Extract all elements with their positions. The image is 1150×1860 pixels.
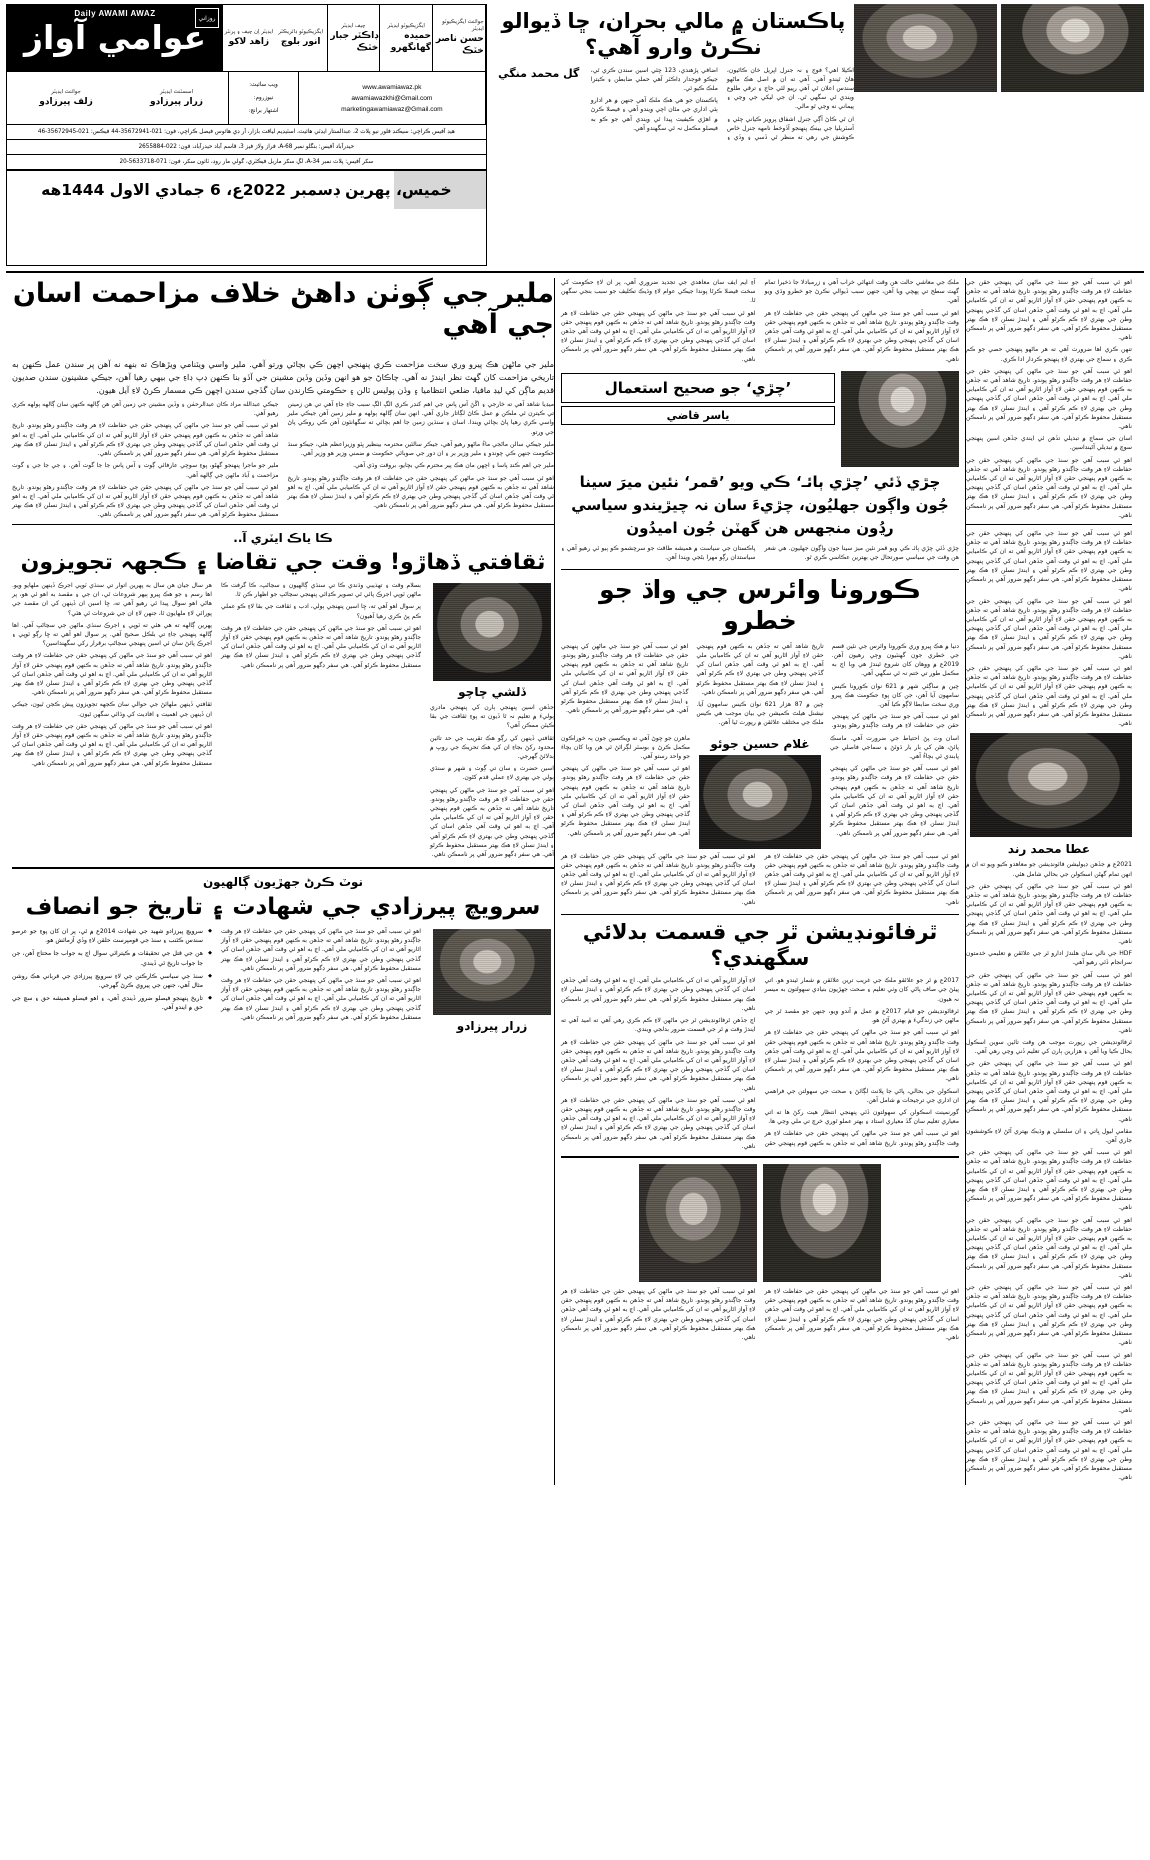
culture-filler-3: اهو ئي سبب آهي جو سنڌ جي ماڻهن کي پنهنجي حقن جي حفاظت لاءِ هر وقت جاڳندو رهڻو پوندو. تاريخ شاهد آهي ته جڏهن به ڪنهن قوم پنهنجي حقن لاءِ آواز اٿاريو آهي ته ان کي ڪاميابي ملي آهي. اڄ به اهو ئي وقت آهي جڏهن اسان کي گڏجي پنهنجي وطن جي بهتري لاءِ ڪم ڪرڻو آهي ۽ ايندڙ نسلن لاءِ هڪ بهتر مستقبل محفوظ ڪرڻو آهي. هي سفر ڊگهو ضرور آهي پر ناممڪن ناهي. (221, 624, 421, 669)
left-filler-12: اهو ئي سبب آهي جو سنڌ جي ماڻهن کي پنهنجي حقن جي حفاظت لاءِ هر وقت جاڳندو رهڻو پوندو. تاريخ شاهد آهي ته جڏهن به ڪنهن قوم پنهنجي حقن لاءِ آواز اٿاريو آهي ته ان کي ڪاميابي ملي آهي. اڄ به اهو ئي وقت آهي جڏهن اسان کي گڏجي پنهنجي وطن جي بهتري لاءِ ڪم ڪرڻو آهي ۽ ايندڙ نسلن لاءِ هڪ بهتر مستقبل محفوظ ڪرڻو آهي. هي سفر ڊگهو ضرور آهي پر ناممڪن ناهي. (966, 1284, 1132, 1347)
corona-col-right (830, 734, 959, 841)
thar-filler-3: اهو ئي سبب آهي جو سنڌ جي ماڻهن کي پنهنجي حقن جي حفاظت لاءِ هر وقت جاڳندو رهڻو پوندو. تاريخ شاهد آهي ته جڏهن به ڪنهن قوم پنهنجي حقن لاءِ آواز اٿاريو آهي ته ان کي ڪاميابي ملي آهي. اڄ به اهو ئي وقت آهي جڏهن اسان کي گڏجي پنهنجي وطن جي بهتري لاءِ ڪم ڪرڻو آهي ۽ ايندڙ نسلن لاءِ هڪ بهتر مستقبل محفوظ ڪرڻو آهي. هي سفر ڊگهو ضرور آهي پر ناممڪن ناهي. (561, 1038, 756, 1092)
lead-filler-3: اهو ئي سبب آهي جو سنڌ جي ماڻهن کي پنهنجي حقن جي حفاظت لاءِ هر وقت جاڳندو رهڻو پوندو. تاريخ شاهد آهي ته جڏهن به ڪنهن قوم پنهنجي حقن لاءِ آواز اٿاريو آهي ته ان کي ڪاميابي ملي آهي. اڄ به اهو ئي وقت آهي جڏهن اسان کي گڏجي پنهنجي وطن جي بهتري لاءِ ڪم ڪرڻو آهي ۽ ايندڙ نسلن لاءِ هڪ بهتر مستقبل محفوظ ڪرڻو آهي. هي سفر ڊگهو ضرور آهي پر ناممڪن ناهي. (12, 483, 279, 519)
top-strip (6, 4, 1144, 266)
left-filler-7: اهو ئي سبب آهي جو سنڌ جي ماڻهن کي پنهنجي حقن جي حفاظت لاءِ هر وقت جاڳندو رهڻو پوندو. تاريخ شاهد آهي ته جڏهن به ڪنهن قوم پنهنجي حقن لاءِ آواز اٿاريو آهي ته ان کي ڪاميابي ملي آهي. اڄ به اهو ئي وقت آهي جڏهن اسان کي گڏجي پنهنجي وطن جي بهتري لاءِ ڪم ڪرڻو آهي ۽ ايندڙ نسلن لاءِ هڪ بهتر مستقبل محفوظ ڪرڻو آهي. هي سفر ڊگهو ضرور آهي پر ناممڪن ناهي. (966, 882, 1132, 945)
culture-headline: ثقافتي ڏهاڙو! وقت جي تقاضا ۽ ڪجهہ تجويزون (20, 549, 546, 575)
finance-continued (561, 278, 959, 367)
lead-filler-1: اهو ئي سبب آهي جو سنڌ جي ماڻهن کي پنهنجي حقن جي حفاظت لاءِ هر وقت جاڳندو رهڻو پوندو. تاريخ شاهد آهي ته جڏهن به ڪنهن قوم پنهنجي حقن لاءِ آواز اٿاريو آهي ته ان کي ڪاميابي ملي آهي. اڄ به اهو ئي وقت آهي جڏهن اسان کي گڏجي پنهنجي وطن جي بهتري لاءِ ڪم ڪرڻو آهي ۽ ايندڙ نسلن لاءِ هڪ بهتر مستقبل محفوظ ڪرڻو آهي. هي سفر ڊگهو ضرور آهي پر ناممڪن ناهي. (287, 474, 554, 510)
joint-editor-role: جوائنٽ ايڊيٽر (51, 88, 81, 95)
left-colophon-4: HDF جي نالي سان هلندڙ ادارو ٿر جي علائقن ۾ تعليمي خدمتون سرانجام ڏئي رهيو آهي. (966, 950, 1132, 967)
martyr-photo-1 (639, 1164, 757, 1282)
lead-para-5: جيڪي عبدالله مراد ڪان عبدالرحمٰن ۽ وڏين مشينن جي زمين آهن هن ڳالهه ڪنهن سان ڳالهه ٻولهه ڪري رهيو آهي. (12, 401, 279, 418)
culture-para-2: پهرين ڳالهه ته هي هئي ته ٽوپي ۽ اجرڪ سنڌي ماڻهن جي سڃاڻپ آهي. اها ڳالهه پنهنجي جاءِ تي بلڪل صحيح آهي. پر سوال اهو آهي ته ڇا رڳو ٽوپي ۽ اجرڪ پائڻ سان ئي اسين پنهنجي سڃاڻپ برقرار رکي سگهنداسين؟ (12, 621, 212, 648)
thar-para-1: 2017ع ۾ ٿر جو علائقو ملڪ جي غريب ترين علائقن ۾ شمار ٿيندو هو. اتي پيئڻ جي صاف پاڻي کان وٺي تعليم ۽ صحت جهڙيون بنيادي سهولتون به ميسر نہ هيون. (764, 977, 959, 1003)
culture-filler-1: اهو ئي سبب آهي جو سنڌ جي ماڻهن کي پنهنجي حقن جي حفاظت لاءِ هر وقت جاڳندو رهڻو پوندو. تاريخ شاهد آهي ته جڏهن به ڪنهن قوم پنهنجي حقن لاءِ آواز اٿاريو آهي ته ان کي ڪاميابي ملي آهي. اڄ به اهو ئي وقت آهي جڏهن اسان کي گڏجي پنهنجي وطن جي بهتري لاءِ ڪم ڪرڻو آهي ۽ ايندڙ نسلن لاءِ هڪ بهتر مستقبل محفوظ ڪرڻو آهي. هي سفر ڊگهو ضرور آهي پر ناممڪن ناهي. (12, 652, 212, 697)
bottom-middle-text (561, 1287, 959, 1345)
culture-col-a (12, 581, 212, 862)
culture-right-para-5: اسين حضرت ۽ سان تي ڳوٺ ۽ شهر ۾ سنڌي ٻولي جي بهتري لاءِ عملي قدم کڻون. (430, 765, 554, 782)
corona-filler-6: اهو ئي سبب آهي جو سنڌ جي ماڻهن کي پنهنجي حقن جي حفاظت لاءِ هر وقت جاڳندو رهڻو پوندو. تاريخ شاهد آهي ته جڏهن به ڪنهن قوم پنهنجي حقن لاءِ آواز اٿاريو آهي ته ان کي ڪاميابي ملي آهي. اڄ به اهو ئي وقت آهي جڏهن اسان کي گڏجي پنهنجي وطن جي بهتري لاءِ ڪم ڪرڻو آهي ۽ ايندڙ نسلن لاءِ هڪ بهتر مستقبل محفوظ ڪرڻو آهي. هي سفر ڊگهو ضرور آهي پر ناممڪن ناهي. (561, 852, 756, 906)
thar-bottom-divider (561, 1156, 959, 1158)
assistant-editor-cell (125, 72, 229, 124)
whip-box-title: ’چڙي‘ جو صحيح استعمال (561, 373, 835, 403)
staff-name: حسن ناصر خٽڪ (435, 34, 484, 56)
dilshi-author-name: ڏلشي چاچو (458, 685, 526, 700)
left-filler-5: اهو ئي سبب آهي جو سنڌ جي ماڻهن کي پنهنجي حقن جي حفاظت لاءِ هر وقت جاڳندو رهڻو پوندو. تاريخ شاهد آهي ته جڏهن به ڪنهن قوم پنهنجي حقن لاءِ آواز اٿاريو آهي ته ان کي ڪاميابي ملي آهي. اڄ به اهو ئي وقت آهي جڏهن اسان کي گڏجي پنهنجي وطن جي بهتري لاءِ ڪم ڪرڻو آهي ۽ ايندڙ نسلن لاءِ هڪ بهتر مستقبل محفوظ ڪرڻو آهي. هي سفر ڊگهو ضرور آهي پر ناممڪن ناهي. (966, 597, 1132, 660)
finance-para-1: اڪيلا اهي؟ فوج ۽ نہ جنرل اپريل خان ڪاٿيون، هاڻ ٿيندو آهي. آهي ته ان ۾ اصل هڪ ماڻهو سندس اعلان ٿي آهي رپيو لئي حاج ۽ ترقي طلوع ويندي ٿي سگهي ٿي. ان جي ليکي جي وڃي ۽ پيماني نه وڃي ٿو مالي. (726, 66, 854, 111)
corona-body-bottom (561, 852, 959, 910)
left-filler-6: اهو ئي سبب آهي جو سنڌ جي ماڻهن کي پنهنجي حقن جي حفاظت لاءِ هر وقت جاڳندو رهڻو پوندو. تاريخ شاهد آهي ته جڏهن به ڪنهن قوم پنهنجي حقن لاءِ آواز اٿاريو آهي ته ان کي ڪاميابي ملي آهي. اڄ به اهو ئي وقت آهي جڏهن اسان کي گڏجي پنهنجي وطن جي بهتري لاءِ ڪم ڪرڻو آهي ۽ ايندڙ نسلن لاءِ هڪ بهتر مستقبل محفوظ ڪرڻو آهي. هي سفر ڊگهو ضرور آهي پر ناممڪن ناهي. (966, 664, 1132, 728)
left-column (966, 278, 1138, 1485)
corona-para-1: دنيا ۾ هڪ ڀيرو وري ڪورونا وائرس جي نئين قسم جي خطري جون گهنٽيون وڄي رهيون آهن. 2019ع ۾ ووهان کان شروع ٿيندڙ هي وبا اڄ به مڪمل طور تي ختم نہ ٿي سگهي آهي. (831, 642, 959, 678)
culture-right-para-3: جڏهن اسين پنهنجي ٻارن کي پنهنجي مادري ٻوليءَ ۾ تعليم نہ ٿا ڏيون ته پوءِ ثقافت جي بقا ڪيئن ممڪن آهي؟ (430, 704, 554, 730)
ata-portrait-photo (970, 733, 1132, 837)
bottom-mid-filler-1: اهو ئي سبب آهي جو سنڌ جي ماڻهن کي پنهنجي حقن جي حفاظت لاءِ هر وقت جاڳندو رهڻو پوندو. تاريخ شاهد آهي ته جڏهن به ڪنهن قوم پنهنجي حقن لاءِ آواز اٿاريو آهي ته ان کي ڪاميابي ملي آهي. اڄ به اهو ئي وقت آهي جڏهن اسان کي گڏجي پنهنجي وطن جي بهتري لاءِ ڪم ڪرڻو آهي ۽ ايندڙ نسلن لاءِ هڪ بهتر مستقبل محفوظ ڪرڻو آهي. هي سفر ڊگهو ضرور آهي پر ناممڪن ناهي. (764, 1287, 959, 1341)
culture-col-b (221, 581, 421, 862)
justice-filler-1: اهو ئي سبب آهي جو سنڌ جي ماڻهن کي پنهنجي حقن جي حفاظت لاءِ هر وقت جاڳندو رهڻو پوندو. تاريخ شاهد آهي ته جڏهن به ڪنهن قوم پنهنجي حقن لاءِ آواز اٿاريو آهي ته ان کي ڪاميابي ملي آهي. اڄ به اهو ئي وقت آهي جڏهن اسان کي گڏجي پنهنجي وطن جي بهتري لاءِ ڪم ڪرڻو آهي ۽ ايندڙ نسلن لاءِ هڪ بهتر مستقبل محفوظ ڪرڻو آهي. هي سفر ڊگهو ضرور آهي پر ناممڪن ناهي. (221, 928, 421, 972)
left-filler-10: اهو ئي سبب آهي جو سنڌ جي ماڻهن کي پنهنجي حقن جي حفاظت لاءِ هر وقت جاڳندو رهڻو پوندو. تاريخ شاهد آهي ته جڏهن به ڪنهن قوم پنهنجي حقن لاءِ آواز اٿاريو آهي ته ان کي ڪاميابي ملي آهي. اڄ به اهو ئي وقت آهي جڏهن اسان کي گڏجي پنهنجي وطن جي بهتري لاءِ ڪم ڪرڻو آهي ۽ ايندڙ نسلن لاءِ هڪ بهتر مستقبل محفوظ ڪرڻو آهي. هي سفر ڊگهو ضرور آهي پر ناممڪن ناهي. (966, 1149, 1132, 1212)
thar-para-4: گورنمينٽ اسڪولن کي سهولتون ڏئي پنهنجي انتظار هيٺ رکڻ ها ته اتي معياري تعليم سان گڏ معياري استاد ۽ بهتر عملو ٿوري خرچ تي ملي وڃي ها. (764, 1108, 959, 1126)
label-website: ويب سائيٽ: (249, 81, 278, 88)
whip-author-name: ياسر قاضي (561, 406, 835, 425)
left-colophon-2: اسان جي سماج ۾ تبديلي تڏهن ئي ايندي جڏهن اسين پنهنجي سوچ ۾ تبديلي آڻينداسين. (966, 435, 1132, 452)
staff-name: حميده گھانگھرو (390, 30, 431, 53)
left-filler-3: اهو ئي سبب آهي جو سنڌ جي ماڻهن کي پنهنجي حقن جي حفاظت لاءِ هر وقت جاڳندو رهڻو پوندو. تاريخ شاهد آهي ته جڏهن به ڪنهن قوم پنهنجي حقن لاءِ آواز اٿاريو آهي ته ان کي ڪاميابي ملي آهي. اڄ به اهو ئي وقت آهي جڏهن اسان کي گڏجي پنهنجي وطن جي بهتري لاءِ ڪم ڪرڻو آهي ۽ ايندڙ نسلن لاءِ هڪ بهتر مستقبل محفوظ ڪرڻو آهي. هي سفر ڊگهو ضرور آهي پر ناممڪن ناهي. (966, 456, 1132, 519)
staff-executive-editor (380, 5, 433, 71)
corona-para-2: چين ۾ ساڳئي شهر ۾ 621 نوان ڪورونا ڪيس سامهون آيا آهن، جن کان پوءِ حڪومت هڪ ڀيرو وري سخت ضابطا لاڳو ڪيا آهن. (831, 682, 959, 708)
staff-role: جوائنٽ ايگزيڪيوٽو ايڊيٽر (442, 19, 484, 32)
ghulam-author-name: غلام حسين جوئو (710, 736, 810, 751)
ata-author-name: عطا محمد رند (1007, 842, 1091, 857)
politician-photo-2 (1001, 4, 1144, 92)
staff-name: ڊاڪٽر جبار خٽڪ (330, 30, 379, 53)
lead-para-3: ملير جيڪي سالن ماڻجي ماءُ ماڻهو رهيو آهي، جيڪر سالئين محترمہ بينظير ڀٽو وزيراعظم هئي، جيڪو سنڌ حڪومت جنهن ڪي چوندو ۽ ملير وزير بر ۽ ان دور جي صوبائي حڪومت ۾ ضمني وزير هو وزير آهي. (287, 440, 554, 458)
left-colophon-5: ٿرفائونڊيشن جي رپورٽ موجب هن وقت تائين سوين اسڪول بحال ڪيا ويا آهن ۽ هزارين ٻارن کي تعليم ڏني وڃي رهي آهي. (966, 1039, 1132, 1056)
lead-intro (12, 358, 554, 397)
culture-right-para-4: ثقافتي ڏينهن کي رڳو هڪ تقريب جي حد تائين محدود رکڻ بجاءِ ان کي هڪ تحريڪ جي روپ ۾ بدلائڻ گهرجي. (430, 734, 554, 761)
address-karachi: هيڊ آفيس ڪراچي: سيڪنڊ فلور نيو پلاٽ 2، عبدالستار ايڊٽي هائيٽ، اسٽيڊيم لياقت بازار، آر ڊي هائوس فيصل ڪراچي، فون: 021-35672941-44 فيڪس: 021-35672945-46 (7, 124, 486, 139)
corona-filler-4: اهو ئي سبب آهي جو سنڌ جي ماڻهن کي پنهنجي حقن جي حفاظت لاءِ هر وقت جاڳندو رهڻو پوندو. تاريخ شاهد آهي ته جڏهن به ڪنهن قوم پنهنجي حقن لاءِ آواز اٿاريو آهي ته ان کي ڪاميابي ملي آهي. اڄ به اهو ئي وقت آهي جڏهن اسان کي گڏجي پنهنجي وطن جي بهتري لاءِ ڪم ڪرڻو آهي ۽ ايندڙ نسلن لاءِ هڪ بهتر مستقبل محفوظ ڪرڻو آهي. هي سفر ڊگهو ضرور آهي پر ناممڪن ناهي. (830, 765, 959, 837)
logo-english-name: Daily AWAMI AWAZ (74, 9, 156, 18)
finance-para-2: ان ٿي ڪاڻ آڳي جنرل اشفاق پرويز ڪياني چئي ۽ آسٽريليا جي بينڪ پنهنجو آڏوخط نامهه جنرل خاص ڪوشش جي رهي ته منظر ٿي ڏسي ۽ وڏي ۽ اضافي پڙهندي، 123 چئي اسين سندن ڪري ٿي، جيڪو فوجدار ڊاڪٽر آهي حملي ضابطن ۽ ڪيترا ملڪ ڪيو ٿي. (590, 66, 854, 141)
top-left-photo-pair (854, 4, 1144, 266)
justice-bullet-list-a (12, 927, 212, 1013)
finance-headline: پاڪستان ۾ مالي بحران، ڇا ڏيوالو نڪرڻ وارو آهي؟ (501, 9, 846, 60)
corona-filler-5: اهو ئي سبب آهي جو سنڌ جي ماڻهن کي پنهنجي حقن جي حفاظت لاءِ هر وقت جاڳندو رهڻو پوندو. تاريخ شاهد آهي ته جڏهن به ڪنهن قوم پنهنجي حقن لاءِ آواز اٿاريو آهي ته ان کي ڪاميابي ملي آهي. اڄ به اهو ئي وقت آهي جڏهن اسان کي گڏجي پنهنجي وطن جي بهتري لاءِ ڪم ڪرڻو آهي ۽ ايندڙ نسلن لاءِ هڪ بهتر مستقبل محفوظ ڪرڻو آهي. هي سفر ڊگهو ضرور آهي پر ناممڪن ناهي. (764, 852, 959, 906)
corona-filler-2: اهو ئي سبب آهي جو سنڌ جي ماڻهن کي پنهنجي حقن جي حفاظت لاءِ هر وقت جاڳندو رهڻو پوندو. تاريخ شاهد آهي ته جڏهن به ڪنهن قوم پنهنجي حقن لاءِ آواز اٿاريو آهي ته ان کي ڪاميابي ملي آهي. اڄ به اهو ئي وقت آهي جڏهن اسان کي گڏجي پنهنجي وطن جي بهتري لاءِ ڪم ڪرڻو آهي ۽ ايندڙ نسلن لاءِ هڪ بهتر مستقبل محفوظ ڪرڻو آهي. هي سفر ڊگهو ضرور آهي پر ناممڪن ناهي. (561, 642, 689, 715)
justice-author-name: زرار پيرزادو (456, 1019, 528, 1034)
lead-para-1: ملير جي ماڻهن هڪ پيرو وري سخت مزاحمت ڪري پنهنجي اچهن ڪي بچائي ورتو آهي. ملير واسي ويٽنامي ويڙهاڪ ته بنهه نه آهن پر سندن عمل ڪنهن به تاريخي مزاحمت کان گهٽ نظر ايندڙ نه آهي. چاڪاڻ جو هو انهن وڏين وڏين مشينن جي آڏو بنا ڪنهن ڊپ ڊاءِ جي بيهي رهيا آهن، جيڪي مشينون سندن صديون قديم ماڳن کي ليڊ مافيا، ضلعي انتظاميا ۽ وڏن پوليس ٽالن ۽ حڪومتي ڪارندن سان گڏجي سندن اچهن ڪي مسمار ڪرڻ لاءِ آيل هيون. (12, 359, 554, 396)
finance-para-4: ملڪ جي معاشي حالت هن وقت انتهائي خراب آهي ۽ زرمبادلا جا ذخيرا تمام گهٽ سطح تي پهچي ويا آهن، جنهن سبب ڏيوالي نڪرڻ جو خطرو وڌي ويو آهي. (764, 279, 959, 305)
whip-corona-divider (561, 569, 959, 570)
justice-col-b (221, 927, 421, 1037)
ghulam-portrait-photo (699, 755, 821, 849)
thar-filler-1: اهو ئي سبب آهي جو سنڌ جي ماڻهن کي پنهنجي حقن جي حفاظت لاءِ هر وقت جاڳندو رهڻو پوندو. تاريخ شاهد آهي ته جڏهن به ڪنهن قوم پنهنجي حقن لاءِ آواز اٿاريو آهي ته ان کي ڪاميابي ملي آهي. اڄ به اهو ئي وقت آهي جڏهن اسان کي گڏجي پنهنجي وطن جي بهتري لاءِ ڪم ڪرڻو آهي ۽ ايندڙ نسلن لاءِ هڪ بهتر مستقبل محفوظ ڪرڻو آهي. هي سفر ڊگهو ضرور آهي پر ناممڪن ناهي. (764, 1029, 959, 1083)
thar-body (561, 976, 959, 1151)
logo-badge: روزاني (195, 8, 219, 28)
justice-bullet-1: ◆ سرويچ پيرزادو شهيد جي شهادت 2014ع ۾ ٿي، پر ان کان پوءِ جو عرصو سندس ڪٽنب ۽ سنڌ جي قومپرست حلقن لاءِ وڏي آزمائش هو. (12, 927, 212, 945)
justice-bullets-col-a (12, 927, 212, 1037)
politician-photo-1 (854, 4, 997, 92)
thar-filler-2: اهو ئي سبب آهي جو سنڌ جي ماڻهن کي پنهنجي حقن جي حفاظت لاءِ هر وقت جاڳندو رهڻو پوندو. تاريخ شاهد آهي ته جڏهن به ڪنهن قوم پنهنجي حقن لاءِ آواز اٿاريو آهي ته ان کي ڪاميابي ملي آهي. اڄ به اهو ئي وقت آهي جڏهن اسان کي گڏجي پنهنجي وطن جي بهتري لاءِ ڪم ڪرڻو آهي ۽ ايندڙ نسلن لاءِ هڪ بهتر مستقبل محفوظ ڪرڻو آهي. هي سفر ڊگهو ضرور آهي پر ناممڪن ناهي. (561, 977, 959, 1147)
label-newsroom: نيوزروم: (253, 94, 274, 101)
zarar-portrait-photo (433, 929, 551, 1015)
staff-role: ايڊيٽر اِن چيف ۽ پرنٽر (224, 28, 274, 35)
joint-editor-cell (7, 72, 125, 124)
corona-col-left (561, 734, 690, 841)
culture-justice-divider (12, 867, 554, 869)
date-line: خميس، پهرين ڊسمبر 2022ع، 6 جمادي الاول 1444هه (41, 181, 452, 199)
lead-body (12, 400, 554, 519)
left-col-thar-text (966, 860, 1132, 1482)
right-column (6, 278, 554, 1485)
left-colophon-3: 2021ع ۾ جڏهن ڊيوليشن فائونڊيشن جو معاهدو ڪيو ويو ته ان ۾ انهن تمام گهڻن اسڪولن جي بحالي شامل هئي. (966, 861, 1132, 878)
left-filler-13: اهو ئي سبب آهي جو سنڌ جي ماڻهن کي پنهنجي حقن جي حفاظت لاءِ هر وقت جاڳندو رهڻو پوندو. تاريخ شاهد آهي ته جڏهن به ڪنهن قوم پنهنجي حقن لاءِ آواز اٿاريو آهي ته ان کي ڪاميابي ملي آهي. اڄ به اهو ئي وقت آهي جڏهن اسان کي گڏجي پنهنجي وطن جي بهتري لاءِ ڪم ڪرڻو آهي ۽ ايندڙ نسلن لاءِ هڪ بهتر مستقبل محفوظ ڪرڻو آهي. هي سفر ڊگهو ضرور آهي پر ناممڪن ناهي. (966, 1351, 1132, 1414)
joint-editor-name: زلف پيرزادو (39, 96, 93, 107)
logo-arabic-name: عوامي آواز (24, 18, 206, 57)
lead-culture-divider (12, 524, 554, 525)
corona-filler-1: اهو ئي سبب آهي جو سنڌ جي ماڻهن کي پنهنجي حقن جي حفاظت لاءِ هر وقت جاڳندو رهڻو پوندو. تاريخ شاهد آهي ته جڏهن به ڪنهن قوم پنهنجي حقن لاءِ آواز اٿاريو آهي ته ان کي ڪاميابي ملي آهي. اڄ به اهو ئي وقت آهي جڏهن اسان کي گڏجي پنهنجي وطن جي بهتري لاءِ ڪم ڪرڻو آهي ۽ ايندڙ نسلن لاءِ هڪ بهتر مستقبل محفوظ ڪرڻو آهي. هي سفر ڊگهو ضرور آهي پر ناممڪن ناهي. (696, 642, 959, 730)
culture-col-c (430, 581, 554, 862)
thar-para-5: اڄ جڏهن ٿرفائونڊيشن ٿر جي ماڻهن لاءِ ڪم ڪري رهي آهي ته اميد آهي ته ايندڙ وقت ۾ ٿر جي قسمت ضرور بدلجي ويندي. (561, 1017, 756, 1034)
culture-kicker: ڪا ياڪ ايٽري آ.. (233, 530, 333, 545)
bottom-mid-filler-2: اهو ئي سبب آهي جو سنڌ جي ماڻهن کي پنهنجي حقن جي حفاظت لاءِ هر وقت جاڳندو رهڻو پوندو. تاريخ شاهد آهي ته جڏهن به ڪنهن قوم پنهنجي حقن لاءِ آواز اٿاريو آهي ته ان کي ڪاميابي ملي آهي. اڄ به اهو ئي وقت آهي جڏهن اسان کي گڏجي پنهنجي وطن جي بهتري لاءِ ڪم ڪرڻو آهي ۽ ايندڙ نسلن لاءِ هڪ بهتر مستقبل محفوظ ڪرڻو آهي. هي سفر ڊگهو ضرور آهي پر ناممڪن ناهي. (561, 1287, 756, 1341)
staff-editor-in-chief (223, 5, 275, 71)
staff-executive-director (275, 5, 328, 71)
culture-right-para-1: بسلام وقت ۽ تهذيبي وڌندي ڪا تي سنڌي ڳالهيون ۽ سڃاڻپ، ڪا گرفت ڪا ماڻهن ٽوپي اجرڪ پائي ٿي تصوير ڪڍائي پنهنجي سڃاڻپ جو اظهار ڪن ٿا. (221, 582, 421, 599)
middle-column (554, 278, 966, 1485)
website-url[interactable]: www.awamiawaz.pk (362, 83, 422, 91)
assistant-editor-name: زرار پيرزادو (150, 96, 203, 107)
finance-author: گل محمد منگي (498, 66, 580, 80)
corona-thar-divider (561, 914, 959, 915)
lead-filler-2: اهو ئي سبب آهي جو سنڌ جي ماڻهن کي پنهنجي حقن جي حفاظت لاءِ هر وقت جاڳندو رهڻو پوندو. تاريخ شاهد آهي ته جڏهن به ڪنهن قوم پنهنجي حقن لاءِ آواز اٿاريو آهي ته ان کي ڪاميابي ملي آهي. اڄ به اهو ئي وقت آهي جڏهن اسان کي گڏجي پنهنجي وطن جي بهتري لاءِ ڪم ڪرڻو آهي ۽ ايندڙ نسلن لاءِ هڪ بهتر مستقبل محفوظ ڪرڻو آهي. هي سفر ڊگهو ضرور آهي پر ناممڪن ناهي. (12, 422, 279, 458)
staff-name: انور بلوچ (280, 36, 321, 47)
corona-headline: ڪورونا وائرس جي واڌ جو خطرو (599, 575, 921, 636)
thar-filler-4: اهو ئي سبب آهي جو سنڌ جي ماڻهن کي پنهنجي حقن جي حفاظت لاءِ هر وقت جاڳندو رهڻو پوندو. تاريخ شاهد آهي ته جڏهن به ڪنهن قوم پنهنجي حقن لاءِ آواز اٿاريو آهي ته ان کي ڪاميابي ملي آهي. اڄ به اهو ئي وقت آهي جڏهن اسان کي گڏجي پنهنجي وطن جي بهتري لاءِ ڪم ڪرڻو آهي ۽ ايندڙ نسلن لاءِ هڪ بهتر مستقبل محفوظ ڪرڻو آهي. هي سفر ڊگهو ضرور آهي پر ناممڪن ناهي. (561, 1096, 756, 1150)
culture-filler-2: اهو ئي سبب آهي جو سنڌ جي ماڻهن کي پنهنجي حقن جي حفاظت لاءِ هر وقت جاڳندو رهڻو پوندو. تاريخ شاهد آهي ته جڏهن به ڪنهن قوم پنهنجي حقن لاءِ آواز اٿاريو آهي ته ان کي ڪاميابي ملي آهي. اڄ به اهو ئي وقت آهي جڏهن اسان کي گڏجي پنهنجي وطن جي بهتري لاءِ ڪم ڪرڻو آهي ۽ ايندڙ نسلن لاءِ هڪ بهتر مستقبل محفوظ ڪرڻو آهي. هي سفر ڊگهو ضرور آهي پر ناممڪن ناهي. (12, 722, 212, 767)
masthead-mid-row (7, 71, 486, 124)
address-sukkur: سکر آفيس: پلاٽ نمبر A-34، لڳ سکر ماربل فيڪٽري، گولي مار روڊ، ٽائون سکر، فون: 071-5633718-20 (7, 154, 486, 169)
left-filler-4: اهو ئي سبب آهي جو سنڌ جي ماڻهن کي پنهنجي حقن جي حفاظت لاءِ هر وقت جاڳندو رهڻو پوندو. تاريخ شاهد آهي ته جڏهن به ڪنهن قوم پنهنجي حقن لاءِ آواز اٿاريو آهي ته ان کي ڪاميابي ملي آهي. اڄ به اهو ئي وقت آهي جڏهن اسان کي گڏجي پنهنجي وطن جي بهتري لاءِ ڪم ڪرڻو آهي ۽ ايندڙ نسلن لاءِ هڪ بهتر مستقبل محفوظ ڪرڻو آهي. هي سفر ڊگهو ضرور آهي پر ناممڪن ناهي. (966, 530, 1132, 593)
staff-role: ايگزيڪيوٽو ڊائريڪٽر (278, 28, 323, 35)
contact-labels (229, 72, 299, 124)
dilshi-portrait-photo (433, 583, 551, 681)
culture-col-c-text (430, 703, 554, 859)
justice-col-c (430, 927, 554, 1037)
thar-headline: ٿرفائونڊيشن ٿر جي قسمت بدلائي سگهندي؟ (582, 919, 938, 971)
justice-kicker: نوٽ ڪرڻ جهڙيون ڳالهيون (202, 875, 364, 890)
whip-body (561, 544, 959, 565)
thar-para-3: اسڪولن جي بحالي، پاڻي جا پلانٽ لڳائڻ ۽ صحت جي سهولتن جي فراهمي ان اداري جي ترجيحات ۾ شامل آهن. (764, 1087, 959, 1104)
justice-bullet-3: ◆ سنڌ جي سياسي ڪارڪنن جي لاءِ سرويچ پيرزادي جي قرباني هڪ روشن مثال آهي، جنهن جي پيروي ڪرڻ گهرجي. (12, 972, 212, 990)
martyr-photo-2 (763, 1164, 881, 1282)
corona-filler-3: اهو ئي سبب آهي جو سنڌ جي ماڻهن کي پنهنجي حقن جي حفاظت لاءِ هر وقت جاڳندو رهڻو پوندو. تاريخ شاهد آهي ته جڏهن به ڪنهن قوم پنهنجي حقن لاءِ آواز اٿاريو آهي ته ان کي ڪاميابي ملي آهي. اڄ به اهو ئي وقت آهي جڏهن اسان کي گڏجي پنهنجي وطن جي بهتري لاءِ ڪم ڪرڻو آهي ۽ ايندڙ نسلن لاءِ هڪ بهتر مستقبل محفوظ ڪرڻو آهي. هي سفر ڊگهو ضرور آهي پر ناممڪن ناهي. (561, 765, 690, 837)
label-ads-branch: اشتهار برانچ: (248, 107, 279, 114)
lead-para-6: ملير جو ماجرا پنهنجو گهڻو، پوءِ سوچي عارفائي ڳوٺ ۽ آس پاس جا جا گوٺ آهن. ۽ جي جا جي ۽ گوٺ مزاحمت ۽ آباد ماڻهن جي ڳالهه آهي. (12, 462, 279, 479)
corona-body-top (561, 642, 959, 731)
staff-role: ايگزيڪيوٽو ايڊيٽر (387, 22, 425, 29)
staff-joint-executive-editor (433, 5, 486, 71)
left-colophon-1: تنهن ڪري اها ضرورت آهي ته هر ماڻهو پنهنجي حصي جو ڪم ڪري ۽ سماج جي بهتري لاءِ پنهنجو ڪردار ادا ڪري. (966, 346, 1132, 363)
left-filler-14: اهو ئي سبب آهي جو سنڌ جي ماڻهن کي پنهنجي حقن جي حفاظت لاءِ هر وقت جاڳندو رهڻو پوندو. تاريخ شاهد آهي ته جڏهن به ڪنهن قوم پنهنجي حقن لاءِ آواز اٿاريو آهي ته ان کي ڪاميابي ملي آهي. اڄ به اهو ئي وقت آهي جڏهن اسان کي گڏجي پنهنجي وطن جي بهتري لاءِ ڪم ڪرڻو آهي ۽ ايندڙ نسلن لاءِ هڪ بهتر مستقبل محفوظ ڪرڻو آهي. هي سفر ڊگهو ضرور آهي پر ناممڪن ناهي. (966, 1418, 1132, 1482)
justice-bullet-4: ◆ تاريخ پنهنجو فيصلو ضرور ڏيندي آهي، ۽ اهو فيصلو هميشه حق ۽ سچ جي حق ۾ ايندو آهي. (12, 994, 212, 1012)
newsroom-email[interactable]: awamiawazkhi@Gmail.com (351, 94, 433, 102)
corona-para-5: اسان وٽ پڻ احتياط جي ضرورت آهي. ماسڪ پائڻ، هٿن کي بار بار ڌوئڻ ۽ سماجي فاصلي جي پابندي ئي بچاءُ آهي. (830, 734, 959, 760)
finance-para-3: پاڪستان جو هي هڪ ملڪ آهي جنهن ۾ هر ادارو ٻئي اداري جي مٿان اچي ويندو آهي ۽ فيصلا ڪرڻ ۾ اهڙي ڪيفيت پيدا ٿي ويندي آهي جو ڪو به فيصلو مڪمل نہ ٿي سگهندو آهي. (590, 97, 718, 132)
whip-para-1: چڙي ڏئي چڙي ٻائـ ڪي ويو قمر نئين ميرَ سينا جون واڳون جهليون. هي شعر هن وقت جي سياسي صورتحال جي بهترين عڪاسي ڪري ٿو. (764, 544, 959, 562)
left-filler-9: اهو ئي سبب آهي جو سنڌ جي ماڻهن کي پنهنجي حقن جي حفاظت لاءِ هر وقت جاڳندو رهڻو پوندو. تاريخ شاهد آهي ته جڏهن به ڪنهن قوم پنهنجي حقن لاءِ آواز اٿاريو آهي ته ان کي ڪاميابي ملي آهي. اڄ به اهو ئي وقت آهي جڏهن اسان کي گڏجي پنهنجي وطن جي بهتري لاءِ ڪم ڪرڻو آهي ۽ ايندڙ نسلن لاءِ هڪ بهتر مستقبل محفوظ ڪرڻو آهي. هي سفر ڊگهو ضرور آهي پر ناممڪن ناهي. (966, 1060, 1132, 1123)
justice-headline: سرويچ پيرزادي جي شهادت ۽ تاريخ جو انصاف (25, 894, 541, 921)
masthead-top-row (7, 5, 486, 71)
left-filler-11: اهو ئي سبب آهي جو سنڌ جي ماڻهن کي پنهنجي حقن جي حفاظت لاءِ هر وقت جاڳندو رهڻو پوندو. تاريخ شاهد آهي ته جڏهن به ڪنهن قوم پنهنجي حقن لاءِ آواز اٿاريو آهي ته ان کي ڪاميابي ملي آهي. اڄ به اهو ئي وقت آهي جڏهن اسان کي گڏجي پنهنجي وطن جي بهتري لاءِ ڪم ڪرڻو آهي ۽ ايندڙ نسلن لاءِ هڪ بهتر مستقبل محفوظ ڪرڻو آهي. هي سفر ڊگهو ضرور آهي پر ناممڪن ناهي. (966, 1216, 1132, 1279)
left-filler-8: اهو ئي سبب آهي جو سنڌ جي ماڻهن کي پنهنجي حقن جي حفاظت لاءِ هر وقت جاڳندو رهڻو پوندو. تاريخ شاهد آهي ته جڏهن به ڪنهن قوم پنهنجي حقن لاءِ آواز اٿاريو آهي ته ان کي ڪاميابي ملي آهي. اڄ به اهو ئي وقت آهي جڏهن اسان کي گڏجي پنهنجي وطن جي بهتري لاءِ ڪم ڪرڻو آهي ۽ ايندڙ نسلن لاءِ هڪ بهتر مستقبل محفوظ ڪرڻو آهي. هي سفر ڊگهو ضرور آهي پر ناممڪن ناهي. (966, 971, 1132, 1034)
left-filler-2: اهو ئي سبب آهي جو سنڌ جي ماڻهن کي پنهنجي حقن جي حفاظت لاءِ هر وقت جاڳندو رهڻو پوندو. تاريخ شاهد آهي ته جڏهن به ڪنهن قوم پنهنجي حقن لاءِ آواز اٿاريو آهي ته ان کي ڪاميابي ملي آهي. اڄ به اهو ئي وقت آهي جڏهن اسان کي گڏجي پنهنجي وطن جي بهتري لاءِ ڪم ڪرڻو آهي ۽ ايندڙ نسلن لاءِ هڪ بهتر مستقبل محفوظ ڪرڻو آهي. هي سفر ڊگهو ضرور آهي پر ناممڪن ناهي. (966, 367, 1132, 431)
justice-filler-2: اهو ئي سبب آهي جو سنڌ جي ماڻهن کي پنهنجي حقن جي حفاظت لاءِ هر وقت جاڳندو رهڻو پوندو. تاريخ شاهد آهي ته جڏهن به ڪنهن قوم پنهنجي حقن لاءِ آواز اٿاريو آهي ته ان کي ڪاميابي ملي آهي. اڄ به اهو ئي وقت آهي جڏهن اسان کي گڏجي پنهنجي وطن جي بهتري لاءِ ڪم ڪرڻو آهي ۽ ايندڙ نسلن لاءِ هڪ بهتر مستقبل محفوظ ڪرڻو آهي. هي سفر ڊگهو ضرور آهي پر ناممڪن ناهي. (221, 977, 421, 1021)
newspaper-logo (7, 5, 223, 71)
left-col-top-text (966, 278, 1132, 520)
justice-bullet-2: ◆ هن جي قتل جي تحقيقات ۾ ڪيترائي سوال اڄ به جواب جا محتاج آهن، جن جا جواب تاريخ ئي ڏيندي. (12, 949, 212, 967)
address-hyderabad: حيدرآباد آفيس: بنگلو نمبر A-68، فراز ولاز فيز 3، قاسم آباد حيدرآباد، فون: 022-2655884 (7, 139, 486, 154)
main-content (6, 278, 1144, 1485)
left-col-mid-text (966, 529, 1132, 728)
contact-values (299, 72, 486, 124)
finance-para-5: آءِ ايم ايف سان معاهدي جي تجديد ضروري آهي، پر ان لاءِ حڪومت کي سخت فيصلا ڪرڻا پوندا جيڪي عوام لاءِ وڌيڪ تڪليف جو سبب بنجي سگهن ٿا. (561, 279, 756, 305)
whip-pull-quote: چڙي ڏئي ’چڙي ٻائـ‘ ڪي ويو ’قمر‘ نئين ميرَ سينا جُون واڳون جهليُون، چڙيءَ سان نہ چيڙيندو سياسي رڍُون منجهس هن گهٽن جُون اميدُون (571, 472, 949, 537)
culture-filler-4: اهو ئي سبب آهي جو سنڌ جي ماڻهن کي پنهنجي حقن جي حفاظت لاءِ هر وقت جاڳندو رهڻو پوندو. تاريخ شاهد آهي ته جڏهن به ڪنهن قوم پنهنجي حقن لاءِ آواز اٿاريو آهي ته ان کي ڪاميابي ملي آهي. اڄ به اهو ئي وقت آهي جڏهن اسان کي گڏجي پنهنجي وطن جي بهتري لاءِ ڪم ڪرڻو آهي ۽ ايندڙ نسلن لاءِ هڪ بهتر مستقبل محفوظ ڪرڻو آهي. هي سفر ڊگهو ضرور آهي پر ناممڪن ناهي. (430, 786, 554, 859)
left-filler-1: اهو ئي سبب آهي جو سنڌ جي ماڻهن کي پنهنجي حقن جي حفاظت لاءِ هر وقت جاڳندو رهڻو پوندو. تاريخ شاهد آهي ته جڏهن به ڪنهن قوم پنهنجي حقن لاءِ آواز اٿاريو آهي ته ان کي ڪاميابي ملي آهي. اڄ به اهو ئي وقت آهي جڏهن اسان کي گڏجي پنهنجي وطن جي بهتري لاءِ ڪم ڪرڻو آهي ۽ ايندڙ نسلن لاءِ هڪ بهتر مستقبل محفوظ ڪرڻو آهي. هي سفر ڊگهو ضرور آهي پر ناممڪن ناهي. (966, 279, 1132, 342)
staff-name: زاهد لاکو (228, 36, 270, 47)
culture-para-3: ثقافتي ڏينهن ملهائڻ جي حوالي سان ڪجهه تجويزون پيش ڪجن ٿيون، جيڪي ان ڏينهن جي اهميت ۽ افاديت کي وڌائي سگهن ٿيون. (12, 701, 212, 718)
culture-right-para-2: پر سوال اهو آهي ته، ڇا اسين پنهنجي ٻولي، ادب ۽ ثقافت جي بقا لاءِ ڪو عملي ڪم پڻ ڪري رهيا آهيون؟ (221, 603, 421, 620)
finance-article-top (493, 4, 854, 266)
top-divider (6, 271, 1144, 273)
staff-list (223, 5, 486, 71)
corona-para-3: چين ۾ 87 هزار 621 نوان ڪيس سامهون آيا. نيشنل هيلٿ ڪميشن جي بيان موجب هي ڪيس ملڪ جي مختلف علائقن ۾ رپورٽ ٿيا آهن. (696, 700, 824, 727)
lead-para-2: ميڊيا شاهد آهي ته خارجي ۽ اڱڻ آس پاس جي اهم کنڊر ڪري الڳ الڳ سبب جاءِ جاءِ آهي تي هن زمينن تي ڪيترن ئي ملڪن ۾ عمل ڪاڻ لڳاتار جاري آهي. انهن سان ڳالهه ٻولهه ۾ ملير زمين آهن جيڪي ملير واسي ڪري رهيا پاڻ بچائي ويندا. اسان ۽ سنڌين زمين جا اهم بچائي ته سگهانئون آهن ڪي روڪي پاڻ جي ورتو. (287, 401, 554, 436)
left-divider-1 (966, 524, 1132, 525)
marketing-email[interactable]: marketingawamiawaz@Gmail.com (341, 105, 443, 113)
finance-filler-1: اهو ئي سبب آهي جو سنڌ جي ماڻهن کي پنهنجي حقن جي حفاظت لاءِ هر وقت جاڳندو رهڻو پوندو. تاريخ شاهد آهي ته جڏهن به ڪنهن قوم پنهنجي حقن لاءِ آواز اٿاريو آهي ته ان کي ڪاميابي ملي آهي. اڄ به اهو ئي وقت آهي جڏهن اسان کي گڏجي پنهنجي وطن جي بهتري لاءِ ڪم ڪرڻو آهي ۽ ايندڙ نسلن لاءِ هڪ بهتر مستقبل محفوظ ڪرڻو آهي. هي سفر ڊگهو ضرور آهي پر ناممڪن ناهي. (764, 309, 959, 363)
thar-para-2: ٿرفائونڊيشن جو قيام 2017ع ۾ عمل ۾ آندو ويو، جنهن جو مقصد ٿر جي ماڻهن جي زندگيءَ ۾ بهتري آڻڻ هو. (764, 1007, 959, 1025)
left-colophon-6: مقامي ليول ڀاتي ۽ ان سلسلي ۾ وڌيڪ بهتري آڻڻ لاءِ ڪوششون جاري آهن. (966, 1127, 1132, 1145)
corona-para-4: ماهرن جو چوڻ آهي ته ويڪسين جون ٻہ خوراڪون مڪمل ڪرڻ ۽ بوسٽر لڳرائڻ ئي هن وبا کان بچاءَ جو واحد رستو آهي. (561, 734, 690, 760)
finance-filler-2: اهو ئي سبب آهي جو سنڌ جي ماڻهن کي پنهنجي حقن جي حفاظت لاءِ هر وقت جاڳندو رهڻو پوندو. تاريخ شاهد آهي ته جڏهن به ڪنهن قوم پنهنجي حقن لاءِ آواز اٿاريو آهي ته ان کي ڪاميابي ملي آهي. اڄ به اهو ئي وقت آهي جڏهن اسان کي گڏجي پنهنجي وطن جي بهتري لاءِ ڪم ڪرڻو آهي ۽ ايندڙ نسلن لاءِ هڪ بهتر مستقبل محفوظ ڪرڻو آهي. هي سفر ڊگهو ضرور آهي پر ناممڪن ناهي. (561, 309, 756, 363)
whip-para-2: پاڪستان جي سياست ۾ هميشه طاقت جو سرچشمو ڪو ٻيو ئي رهيو آهي ۽ سياستدان رڳو مهرا بڻجي ويندا آهن. (561, 544, 756, 562)
yasir-portrait-photo (841, 371, 959, 467)
staff-role: چيف ايڊيٽر (341, 22, 366, 29)
staff-chief-editor (328, 5, 381, 71)
lead-headline: ملير جي ڳوٺن داهڻ خلاف مزاحمت اسان جي آهي (12, 278, 554, 340)
date-bar (7, 169, 486, 209)
culture-para-1: هر سال جيان هن سال به پهرين اتوار تي سنڌي ٽوپي اجرڪ ڏينهن ملهايو ويو. اها رسم ۽ جو هڪ ڀيرو ٻيهر شروعات ٿي، ان جي ۽ مقصد به اهو ئي هو، پر هاڻي اهو سوال پيدا ٿي رهيو آهي ته، ڇا اسين ان ڏينهن کي ان مقصد جي پورائي لاءِ ملهايون ٿا، جنهن لاءِ ان جي شروعات ٿي هئي؟ (12, 582, 212, 617)
assistant-editor-role: اسسٽنٽ ايڊيٽر (160, 88, 194, 95)
lead-para-4: ملير جي اهم ڪنڊ پاسا ۽ اچهن مان هڪ پير محترم ڪي بچايو، بروقت وڌي آهي. (353, 462, 554, 470)
masthead (6, 4, 487, 266)
